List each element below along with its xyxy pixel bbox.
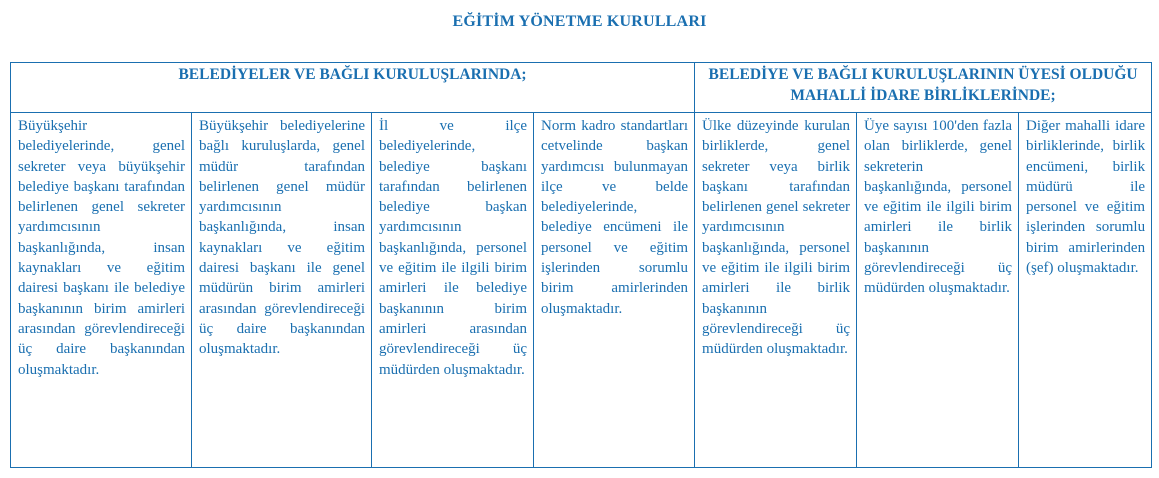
page-title: EĞİTİM YÖNETME KURULLARI: [452, 13, 707, 30]
cell-national-unions: Ülke düzeyinde kurulan birliklerde, genel sekreter veya birlik başkanı tarafından belirlenen genel sekreter yardımcısının başkanlığında, personel ve eğitim ile ilgili birim amirleri ile birlik başkanının görevlendireceği üç müdürden oluşmaktadır.: [695, 113, 857, 468]
table-row: [11, 113, 1152, 468]
header-municipalities: [11, 63, 695, 113]
committees-table: [10, 62, 1152, 468]
cell-other-unions: Diğer mahalli idare birliklerinde, birlik encümeni, birlik müdürü ile personel ve eğitim işlerinden sorumlu birim amirlerinden (şef) oluşmaktadır.: [1019, 113, 1152, 468]
header-municipalities-label: BELEDİYELER VE BAĞLI KURULUŞLARINDA;: [178, 66, 527, 83]
cell-no-deputy-municipalities: Norm kadro standartları cetvelinde başkan yardımcısı bulunmayan ilçe ve belde belediyelerinde, belediye encümeni ile personel ve eğitim işlerinden sorumlu birim amirlerinden oluşmaktadır.: [534, 113, 695, 468]
header-local-unions-label: BELEDİYE VE BAĞLI KURULUŞLARININ ÜYESİ OLDUĞU MAHALLİ İDARE BİRLİKLERİNDE;: [708, 66, 1138, 104]
header-local-unions: [695, 63, 1152, 113]
cell-province-district-municipalities: İl ve ilçe belediyelerinde, belediye başkanı tarafından belirlenen belediye başkan yardımcısının başkanlığında, personel ve eğitim ile ilgili birim amirleri ile belediye başkanının birim amirleri arasından görevlendireceği üç müdürden oluşmaktadır.: [372, 113, 534, 468]
cell-large-unions: Üye sayısı 100'den fazla olan birliklerde, genel sekreterin başkanlığında, personel ve eğitim ile ilgili birim amirleri ile birlik başkanının görevlendireceği üç müdürden oluşmaktadır.: [857, 113, 1019, 468]
cell-metropolitan-municipalities: Büyükşehir belediyelerinde, genel sekreter veya büyükşehir belediye başkanı tarafından belirlenen genel sekreter yardımcısının başkanlığında, insan kaynakları ve eğitim dairesi başkanı ile belediye başkanının birim amirleri arasından görevlendireceği üç daire başkanından oluşmaktadır.: [11, 113, 192, 468]
table-header-row: [11, 63, 1152, 113]
cell-metropolitan-affiliates: Büyükşehir belediyelerine bağlı kuruluşlarda, genel müdür tarafından belirlenen genel müdür yardımcısının başkanlığında, insan kaynakları ve eğitim dairesi başkanı ile genel müdürün birim amirleri arasından görevlendireceği üç daire başkanından oluşmaktadır.: [192, 113, 372, 468]
